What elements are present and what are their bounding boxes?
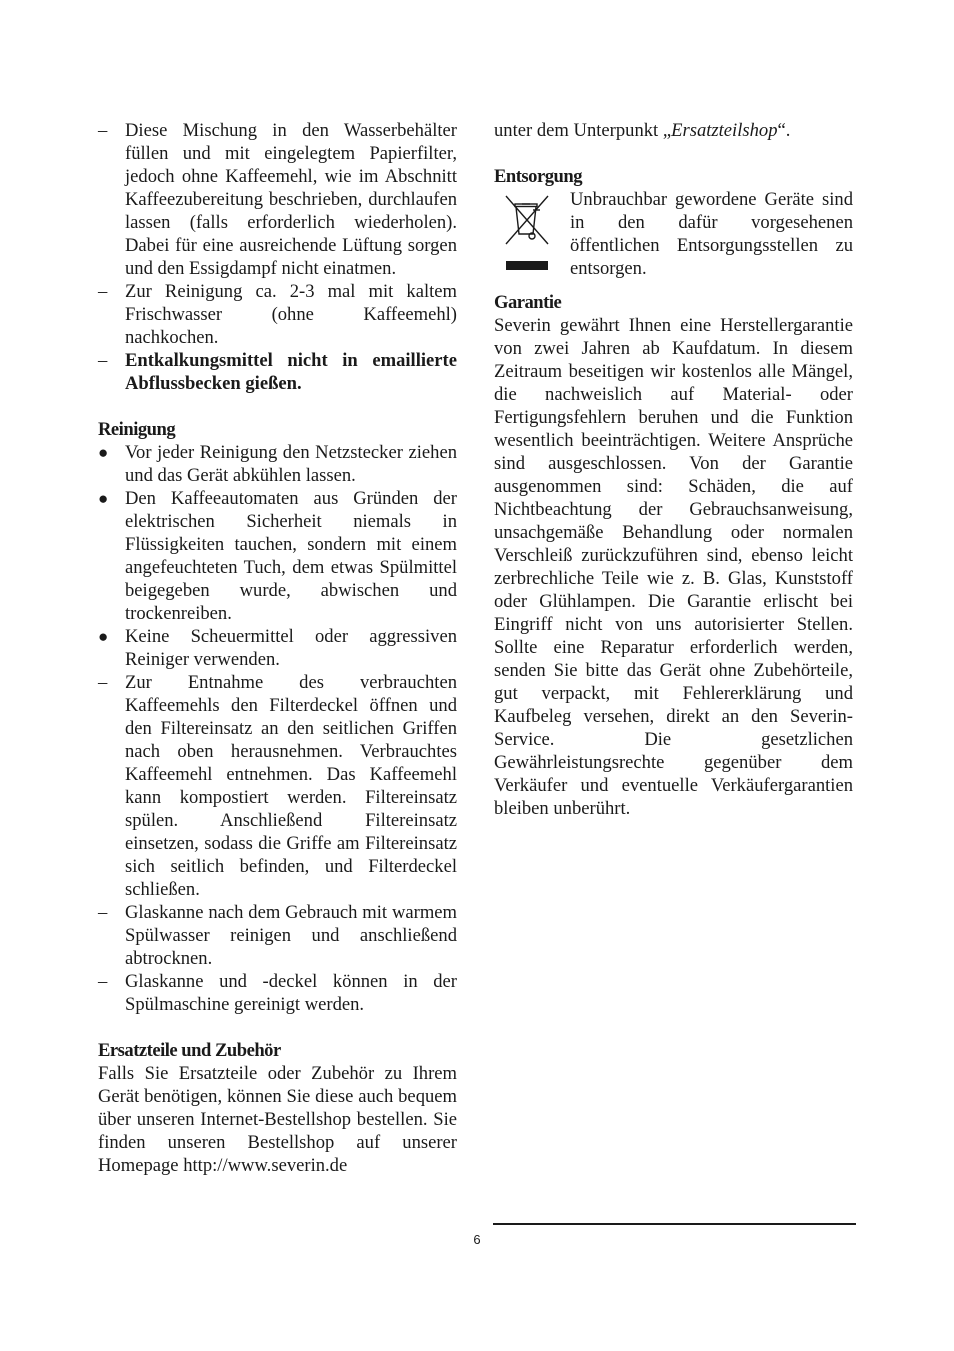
list-item-text: Keine Scheuermittel oder aggressiven Reiniger verwenden. [125, 626, 457, 670]
dash-marker: – [98, 120, 108, 141]
dash-marker: – [98, 971, 108, 992]
crossed-out-wheelie-bin-icon [494, 188, 570, 280]
list-item-warning [98, 349, 457, 395]
bullet-marker: ● [98, 627, 109, 646]
list-item [98, 280, 457, 349]
disposal-heading: Entsorgung [494, 166, 582, 187]
list-item [98, 625, 457, 671]
list-item-text: Diese Mischung in den Wasserbehälter füllen und mit eingelegtem Papierfilter, jedoch ohne Kaffeemehl, wie im Abschnitt Kaffeezubereitung beschrieben, durchlaufen lassen (falls erforderlich wiederholen). Dabei für eine ausreichende Lüftung sorgen und den Essigdampf nicht einatmen. [125, 120, 457, 279]
bullet-marker: ● [98, 443, 109, 462]
list-item-text: Zur Reinigung ca. 2-3 mal mit kaltem Frischwasser (ohne Kaffeemehl) nachkochen. [125, 281, 457, 348]
spare-parts-paragraph: Falls Sie Ersatzteile oder Zubehör zu Ihrem Gerät benötigen, können Sie diese auch bequem über unseren Internet-Bestellshop bestellen. Sie finden unseren Bestellshop auf unserer Homepage http://www.severin.de [98, 1063, 457, 1176]
disposal-paragraph: Unbrauchbar gewordene Geräte sind in den dafür vorgesehenen öffentlichen Entsorgungsstellen zu entsorgen. [570, 189, 853, 279]
warranty-heading: Garantie [494, 292, 562, 313]
list-item [98, 901, 457, 970]
list-item [98, 487, 457, 625]
list-item-text: Den Kaffeeautomaten aus Gründen der elektrischen Sicherheit niemals in Flüssigkeiten tauchen, sondern mit einem angefeuchteten Tuch, dem etwas Spülmittel beigegeben wurde, abwischen und trockenreiben. [125, 488, 457, 624]
continuation-suffix: “. [777, 120, 791, 141]
list-item-text: Vor jeder Reinigung den Netzstecker ziehen und das Gerät abkühlen lassen. [125, 442, 457, 486]
bullet-marker: ● [98, 489, 109, 508]
spare-parts-heading: Ersatzteile und Zubehör [98, 1040, 281, 1061]
continuation-emphasis: Ersatzteilshop [671, 120, 778, 141]
dash-marker: – [98, 902, 108, 923]
dash-marker: – [98, 281, 108, 302]
left-column [98, 119, 457, 1177]
dash-marker: – [98, 672, 108, 693]
list-item [98, 441, 457, 487]
list-item-text: Zur Entnahme des verbrauchten Kaffeemehls den Filterdeckel öffnen und den Filtereinsatz an den seitlichen Griffen nach oben herausnehmen. Verbrauchtes Kaffeemehl entnehmen. Das Kaffeemehl kann kompostiert werden. Filtereinsatz spülen. Anschließend Filtereinsatz einsetzen, sodass die Griffe am Filtereinsatz sich seitlich befinden, und Filterdeckel schließen. [125, 672, 457, 900]
continuation-prefix: unter dem Unterpunkt „ [494, 120, 672, 141]
dash-marker: – [98, 350, 108, 371]
continuation-paragraph [494, 119, 853, 142]
disposal-block [494, 188, 853, 280]
list-item [98, 119, 457, 280]
warning-text: Entkalkungsmittel nicht in emaillierte Abflussbecken gießen. [125, 350, 457, 394]
list-item-text: Glaskanne und -deckel können in der Spülmaschine gereinigt werden. [125, 971, 457, 1015]
list-item-text: Glaskanne nach dem Gebrauch mit warmem Spülwasser reinigen und anschließend abtrocknen. [125, 902, 457, 969]
right-column [494, 119, 853, 820]
footer-rule [493, 1223, 856, 1225]
warranty-paragraph: Severin gewährt Ihnen eine Herstellergarantie von zwei Jahren ab Kaufdatum. In diesem Zeitraum beseitigen wir kostenlos alle Mängel, die nachweislich auf Material- oder Fertigungsfehlern beruhen und die Funktion wesentlich beeinträchtigen. Weitere Ansprüche sind ausgeschlossen. Von der Garantie ausgenommen sind: Schäden, die auf Nichtbeachtung der Gebrauchsanweisung, unsachgemäße Behandlung oder normalen Verschleiß zurückzuführen sind, ebenso leicht zerbrechliche Teile wie z. B. Glas, Kunststoff oder Glühlampen. Die Garantie erlischt bei Eingriff nicht von uns autorisierter Stellen. Sollte eine Reparatur erforderlich werden, senden Sie bitte das Gerät ohne Zubehörteile, gut verpackt, mit Fehlererklärung und Kaufbeleg versehen, direkt an den Severin-Service. Die gesetzlichen Gewährleistungsrechte gegenüber dem Verkäufer und eventuelle Verkäufergarantien bleiben unberührt. [494, 315, 853, 819]
black-bar [506, 261, 548, 270]
list-item [98, 671, 457, 901]
list-item [98, 970, 457, 1016]
cleaning-heading: Reinigung [98, 419, 176, 440]
page-number: 6 [473, 1232, 481, 1247]
